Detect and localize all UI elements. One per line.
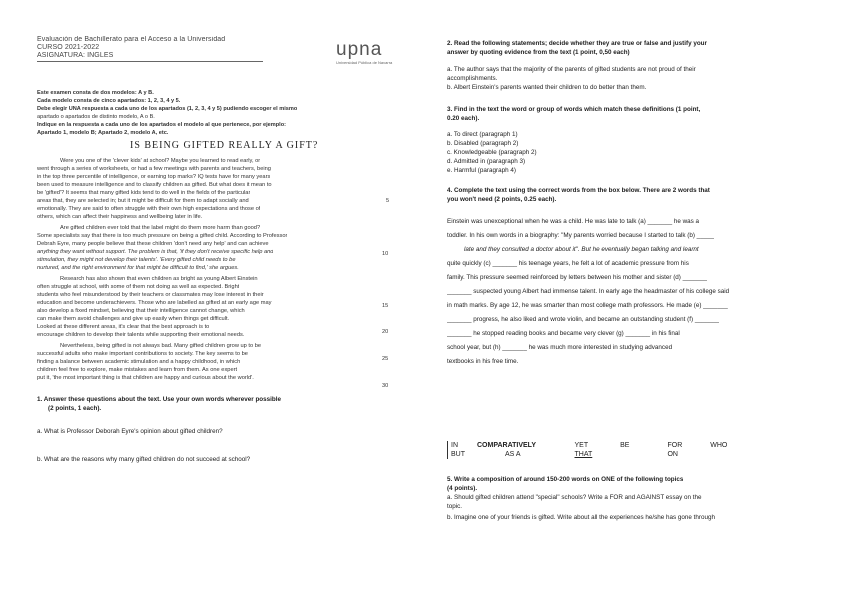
text-line: Nevertheless, being gifted is not always bad. Many gifted children grow up to be [60, 343, 262, 349]
question-item: a. The author says that the majority of the parents of gifted students are not proud of their [447, 66, 696, 73]
gap-text-line: Einstein was unexceptional when he was a child. He was late to talk (a) _______ he was a [447, 218, 700, 225]
question-item: a. Should gifted children attend "special" schools? Write a FOR and AGAINST essay on the [447, 494, 702, 501]
word-cell: WHO [710, 442, 728, 449]
question-points: (4 points). [447, 485, 478, 492]
text-line: put it, 'the most important thing is that children are happy and curious about the world'. [37, 375, 254, 381]
instruction-line: Apartado 1, modelo B; Apartado 2, modelo A, etc. [37, 130, 169, 136]
question-item: b. Imagine one of your friends is gifted. Write about all the experiences he/she has gone through [447, 514, 716, 521]
text-line: can make them avoid challenges and give up easily when things get difficult. [37, 316, 230, 322]
logo-wordmark: upna [336, 39, 383, 60]
text-line: been used to measure intelligence and to classify children as gifted. But what does it mean to [37, 182, 272, 188]
question-item: accomplishments. [447, 75, 498, 82]
word-cell: ON [667, 451, 678, 458]
question-title: 3. Find in the text the word or group of words which match these definitions (1 point, [447, 106, 701, 113]
text-line: often struggle at school, with some of them not doing as well as expected. Bright [37, 284, 240, 290]
word-cell: BUT [448, 450, 476, 459]
text-line: Research has also shown that even children as bright as young Albert Einstein [60, 276, 258, 282]
gap-text-line: textbooks in his free time. [447, 358, 519, 365]
question-item: b. Albert Einstein's parents wanted their children to do better than them. [447, 84, 647, 91]
gap-text-line: _______ progress, he also liked and wrote violin, and became an outstanding student (f) _______ [447, 316, 720, 323]
text-line: children feel free to explore, make mistakes and learn from them. As one expert [37, 367, 238, 373]
question-item: topic. [447, 503, 463, 510]
text-line: Were you one of the 'clever kids' at school? Maybe you learned to read early, or [60, 158, 261, 164]
word-cell [618, 450, 665, 459]
header-line-2: CURSO 2021-2022 [37, 44, 100, 51]
definition-item: c. Knowledgeable (paragraph 2) [447, 149, 537, 156]
line-number: 20 [382, 329, 389, 335]
text-line: be 'gifted'? It seems that many gifted kids tend to do well in the fields of the particular [37, 190, 251, 196]
gap-text-line: quite quickly (c) _______ his teenage years, he felt a lot of academic pressure from his [447, 260, 689, 267]
instruction-line: Este examen consta de dos modelos: A y B. [37, 90, 154, 96]
line-number: 5 [386, 198, 390, 204]
word-cell: FOR [667, 442, 683, 449]
question-item: b. What are the reasons why many gifted children do not succeed at school? [37, 456, 251, 463]
text-line: Debrah Eyre, many people believe that these children 'don't need any help' and can achieve [37, 241, 269, 247]
line-number: 15 [382, 303, 389, 309]
upna-logo [336, 40, 392, 65]
instruction-line: apartado o apartados de distinto modelo, A o B. [37, 114, 155, 120]
text-line: also develop a fixed mindset, believing that their intelligence cannot change, which [37, 308, 245, 314]
text-line: stimulation, they might not develop their talents'. 'Every gifted child needs to be [37, 257, 236, 263]
question-title: 5. Write a composition of around 150-200 words on ONE of the following topics [447, 476, 684, 483]
text-line: in the top three percentile of intelligence, or earning top marks? IQ tests have for many years [37, 174, 271, 180]
text-line: Some specialists say that there is too much pressure on being a gifted child. According to Professor [37, 233, 288, 239]
question-item: a. What is Professor Deborah Eyre's opinion about gifted children? [37, 428, 223, 435]
text-line: areas that, they are selected in; but it might be difficult for them to adapt socially and [37, 198, 249, 204]
text-line: students who feel misunderstood by their teachers or classmates may lose interest in their [37, 292, 264, 298]
question-points: you won't need (2 points, 0.25 each). [447, 196, 557, 203]
text-line: Looked at these different areas, it's clear that the best approach is to [37, 324, 210, 330]
header-line-3: ASIGNATURA: INGLÉS [37, 52, 114, 59]
instruction-line: Indique en la respuesta a cada uno de los apartados el modelo al que pertenece, por ejemplo: [37, 122, 286, 128]
question-title: 1. Answer these questions about the text. Use your own words wherever possible [37, 396, 282, 403]
line-number: 30 [382, 383, 389, 389]
article-title: IS BEING GIFTED REALLY A GIFT? [130, 140, 319, 151]
instruction-line: Cada modelo consta de cinco apartados: 1, 2, 3, 4 y 5. [37, 98, 181, 104]
text-line: Are gifted children ever told that the label might do them more harm than good? [60, 225, 261, 231]
header-line-1: Evaluación de Bachillerato para el Acceso a la Universidad [37, 36, 226, 43]
gap-text-line: family. This pressure seemed reinforced by letters between his mother and sister (d) _______ [447, 274, 708, 281]
question-points: 0.20 each). [447, 115, 480, 122]
word-cell: YET [574, 442, 589, 449]
word-box-row [448, 450, 738, 459]
gap-text-line: late and they consulted a doctor about it". But he eventually began talking and learnt [464, 246, 699, 253]
question-points: (2 points, 1 each). [48, 405, 102, 412]
header-divider [37, 61, 263, 62]
word-cell: BE [620, 442, 630, 449]
instruction-line: Debe elegir UNA respuesta a cada uno de los apartados (1, 2, 3, 4 y 5) pudiendo escoger el mismo [37, 106, 298, 112]
gap-text-line: _______ he stopped reading books and became very clever (g) _______ in his final [447, 330, 680, 337]
word-cell: COMPARATIVELY [477, 442, 536, 449]
text-line: others, which can affect their happiness and wellbeing later in life. [37, 214, 203, 220]
gap-text-line: _______ suspected young Albert had immense talent. In early age the headmaster of his college said [447, 288, 730, 295]
word-box [447, 441, 737, 459]
gap-text-line: toddler. In his own words in a biography: "My parents worried because I started to talk (b) _____ [447, 232, 715, 239]
definition-item: a. To direct (paragraph 1) [447, 131, 518, 138]
word-cell [708, 450, 737, 459]
text-line: finding a balance between academic stimulation and a happy childhood, in which [37, 359, 241, 365]
logo-subtitle: Universidad Pública de Navarra [336, 60, 393, 65]
text-line: encourage children to develop their talents while supporting their emotional needs. [37, 332, 245, 338]
text-line: education and become underachievers. Those who are labelled as gifted at an early age may [37, 300, 272, 306]
gap-text-line: school year, but (h) _______ he was much more interested in studying advanced [447, 344, 673, 351]
text-line: successful adults who make important contributions to society. The key seems to be [37, 351, 248, 357]
definition-item: b. Disabled (paragraph 2) [447, 140, 519, 147]
word-cell: AS A [505, 451, 521, 458]
question-title: 2. Read the following statements; decide whether they are true or false and justify your [447, 40, 707, 47]
line-number: 25 [382, 356, 389, 362]
text-line: nurtured, and the right environment for that might be difficult to find,' she argues. [37, 265, 239, 271]
text-line: emotionally. They are said to often struggle with their own high expectations and those of [37, 206, 261, 212]
gap-text-line: in math marks. By age 12, he was smarter than most college math professors. He made (e) _______ [447, 302, 728, 309]
definition-item: d. Admitted in (paragraph 3) [447, 158, 526, 165]
word-box-row [448, 441, 738, 450]
definition-item: e. Harmful (paragraph 4) [447, 167, 516, 174]
word-cell: IN [448, 441, 476, 450]
text-line: anything they want without support. The problem is that, 'if they don't receive specific help and [37, 249, 274, 255]
question-title: 4. Complete the text using the correct words from the box below. There are 2 words that [447, 187, 710, 194]
word-cell: THAT [574, 451, 593, 458]
question-points: answer by quoting evidence from the text (1 point, 0,50 each) [447, 49, 630, 56]
line-number: 10 [382, 251, 389, 257]
text-line: went through a series of worksheets, or had a few meetings with parents and teachers, being [37, 166, 271, 172]
